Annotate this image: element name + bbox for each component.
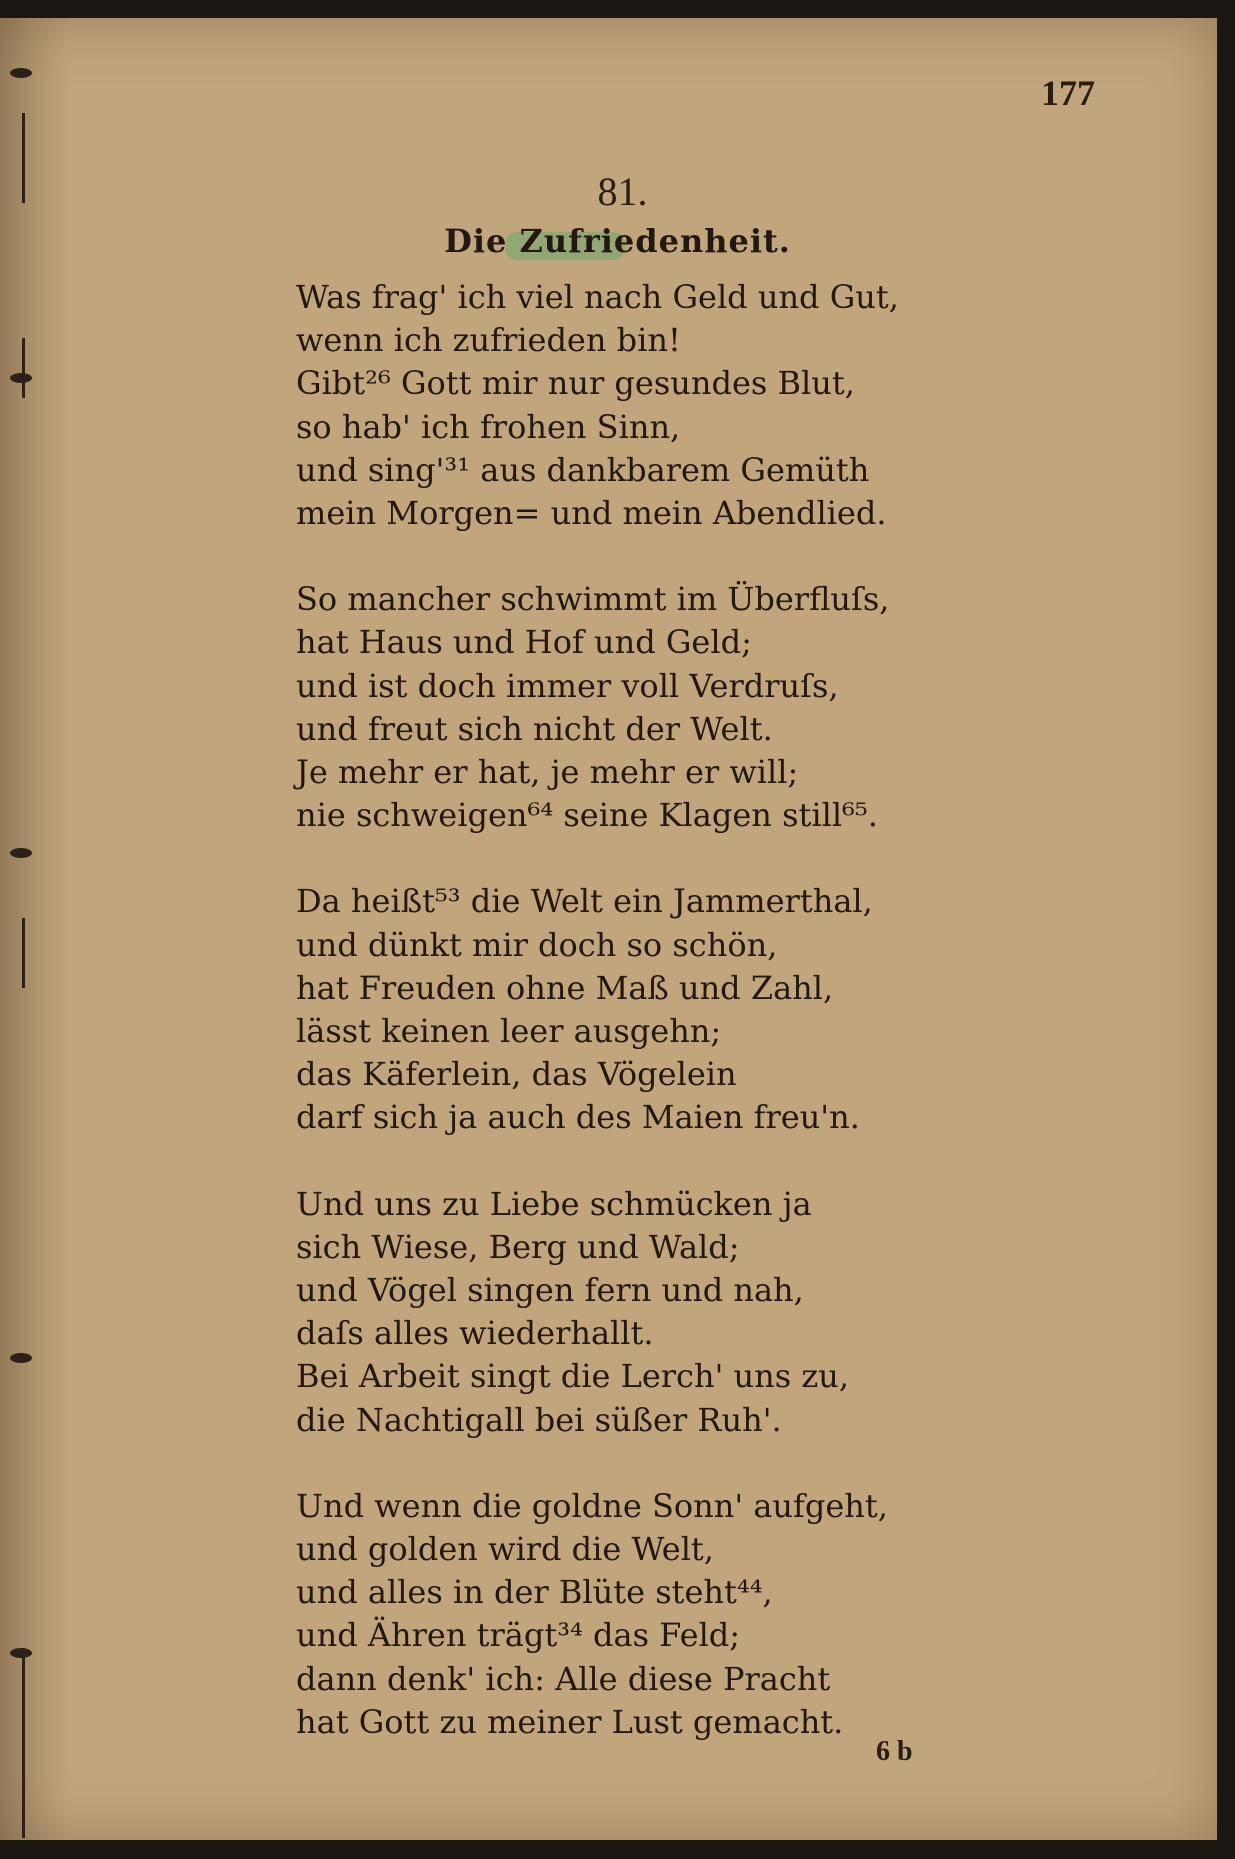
poem-line: Je mehr er hat, je mehr er will; xyxy=(296,753,799,792)
poem-line: hat Freuden ohne Maß und Zahl, xyxy=(296,968,834,1007)
poem-line: nie schweigen⁶⁴ seine Klagen still⁶⁵. xyxy=(296,796,878,835)
binding-thread xyxy=(22,918,25,988)
poem-line: das Käferlein, das Vögelein xyxy=(296,1055,737,1094)
poem-line: und golden wird die Welt, xyxy=(296,1530,714,1569)
binding-thread xyxy=(22,338,25,398)
poem-line: Gibt²⁶ Gott mir nur gesundes Blut, xyxy=(296,364,855,403)
poem-line: und alles in der Blüte steht⁴⁴, xyxy=(296,1573,773,1612)
page-binding-shadow xyxy=(0,18,70,1840)
printer-signature: 6 b xyxy=(876,1736,913,1767)
poem-line: und freut sich nicht der Welt. xyxy=(296,709,773,748)
poem-line: Da heißt⁵³ die Welt ein Jammerthal, xyxy=(296,882,873,921)
page-number: 177 xyxy=(1041,73,1095,113)
stanza xyxy=(296,578,996,837)
poem-line: Und uns zu Liebe schmücken ja xyxy=(296,1184,812,1223)
poem-title: Die Zufriedenheit. xyxy=(444,222,791,260)
poem-line: mein Morgen= und mein Abendlied. xyxy=(296,494,887,533)
poem-line: Was frag' ich viel nach Geld und Gut, xyxy=(296,278,899,316)
poem-number: 81. xyxy=(597,169,648,214)
binding-stitch xyxy=(10,68,32,78)
poem-line: daſs alles wiederhallt. xyxy=(296,1314,654,1353)
poem-line: und Ähren trägt³⁴ das Feld; xyxy=(296,1616,741,1655)
binding-stitch xyxy=(10,373,32,383)
stanza xyxy=(296,880,996,1139)
poem-line: Und wenn die goldne Sonn' aufgeht, xyxy=(296,1486,888,1525)
poem-line: hat Haus und Hof und Geld; xyxy=(296,623,752,662)
poem-line: Bei Arbeit singt die Lerch' uns zu, xyxy=(296,1357,849,1396)
binding-stitch xyxy=(10,1648,32,1658)
poem-line: wenn ich zufrieden bin! xyxy=(296,321,681,360)
poem-line: lässt keinen leer ausgehn; xyxy=(296,1012,722,1051)
stanza xyxy=(296,276,996,535)
poem-line: So mancher schwimmt im Überfluſs, xyxy=(296,580,890,619)
poem-line: sich Wiese, Berg und Wald; xyxy=(296,1227,740,1266)
poem-line: darf sich ja auch des Maien freu'n. xyxy=(296,1098,860,1137)
poem-line: die Nachtigall bei süßer Ruh'. xyxy=(296,1400,782,1439)
poem-body xyxy=(296,276,996,1787)
poem-line: und dünkt mir doch so schön, xyxy=(296,925,778,964)
stanza xyxy=(296,1485,996,1744)
binding-thread xyxy=(22,1648,25,1838)
poem-line: und ist doch immer voll Verdruſs, xyxy=(296,666,839,705)
poem-line: hat Gott zu meiner Lust gemacht. xyxy=(296,1702,844,1741)
binding-stitch xyxy=(10,848,32,858)
poem-line: dann denk' ich: Alle diese Pracht xyxy=(296,1659,831,1698)
poem-line: und sing'³¹ aus dankbarem Gemüth xyxy=(296,450,870,489)
binding-stitch xyxy=(10,1353,32,1363)
stanza xyxy=(296,1183,996,1442)
poem-line: so hab' ich frohen Sinn, xyxy=(296,407,681,446)
poem-line: und Vögel singen fern und nah, xyxy=(296,1271,804,1310)
